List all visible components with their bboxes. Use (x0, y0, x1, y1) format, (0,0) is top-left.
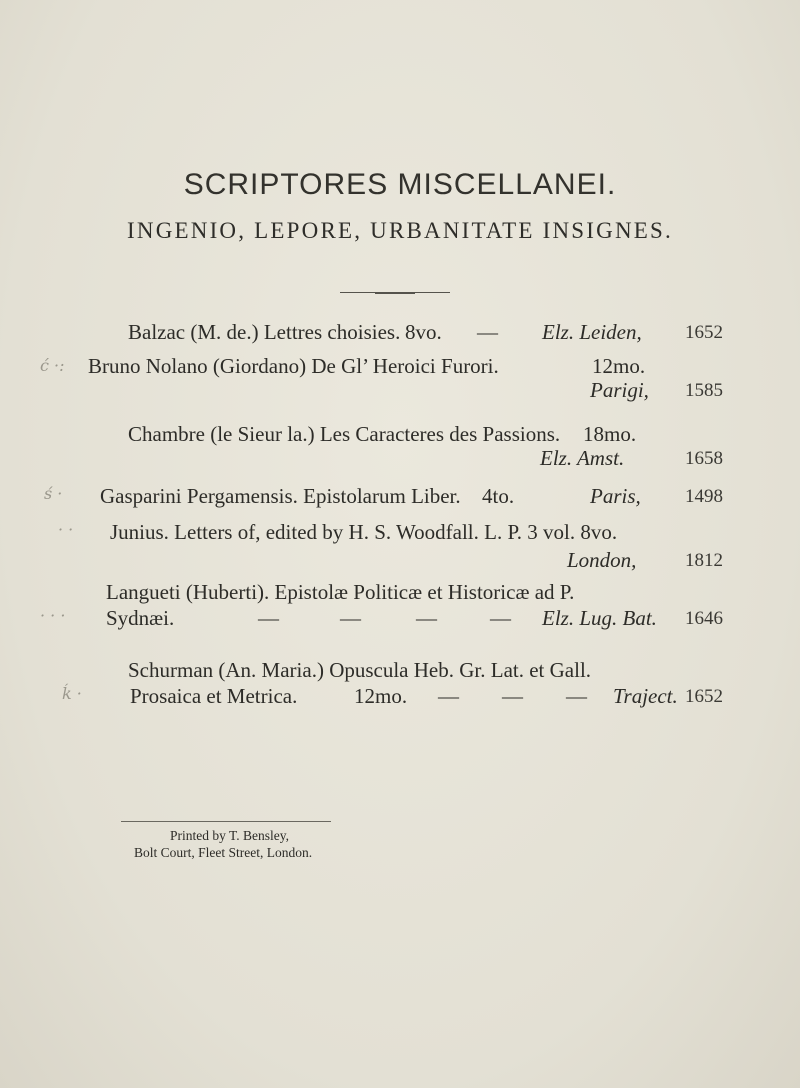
page-subtitle: INGENIO, LEPORE, URBANITATE INSIGNES. (127, 218, 673, 243)
page-title: SCRIPTORES MISCELLANEI. (183, 168, 617, 201)
entry-gasparini-format: 4to. (482, 484, 515, 508)
entry-schurman-publisher: Traject. (613, 684, 678, 708)
entry-balzac-publisher: Elz. Leiden, (542, 320, 642, 344)
entry-chambre-format: 18mo. (583, 422, 637, 446)
entry-langueti-year: 1646 (685, 608, 723, 629)
entry-schurman-text2: Prosaica et Metrica. (130, 684, 298, 708)
entry-chambre-year: 1658 (685, 448, 723, 469)
entry-gasparini-text: Gasparini Pergamensis. Epistolarum Liber. (100, 484, 461, 508)
entry-junius-publisher: London, (567, 548, 637, 572)
entry-schurman-dash-1: — (438, 684, 459, 708)
entry-langueti-publisher: Elz. Lug. Bat. (542, 606, 657, 630)
entry-bruno-year: 1585 (685, 380, 723, 401)
entry-langueti-dash-4: — (490, 606, 511, 630)
entry-schurman-format: 12mo. (354, 684, 408, 708)
entry-schurman-year: 1652 (685, 686, 723, 707)
pencil-mark: · · · (40, 606, 66, 625)
entry-balzac-format: 8vo. (405, 320, 442, 344)
entry-balzac-year: 1652 (685, 322, 723, 343)
entry-chambre-text: Chambre (le Sieur la.) Les Caracteres des Passions. (128, 422, 561, 446)
pencil-mark: ḱ · (62, 684, 82, 703)
entry-junius-text: Junius. Letters of, edited by H. S. Woodfall. L. P. 3 vol. 8vo. (110, 520, 618, 544)
entry-bruno-publisher: Parigi, (590, 378, 649, 402)
entry-schurman-dash-2: — (502, 684, 523, 708)
entry-balzac-text: Balzac (M. de.) Lettres choisies. (128, 320, 401, 344)
entry-schurman-dash-3: — (566, 684, 587, 708)
ornamental-rule (340, 292, 450, 294)
entry-gasparini-year: 1498 (685, 486, 723, 507)
entry-langueti-dash-3: — (416, 606, 437, 630)
entry-bruno-format: 12mo. (592, 354, 646, 378)
entry-balzac-dash: — (477, 320, 498, 344)
entry-langueti-dash-2: — (340, 606, 361, 630)
entry-chambre-publisher: Elz. Amst. (540, 446, 625, 470)
entry-gasparini-publisher: Paris, (590, 484, 641, 508)
imprint-line-2: Bolt Court, Fleet Street, London. (134, 845, 313, 860)
imprint-line-1: Printed by T. Bensley, (170, 828, 289, 843)
entry-langueti-dash-1: — (258, 606, 279, 630)
entry-langueti-text: Langueti (Huberti). Epistolæ Politicæ et Historicæ ad P. (106, 580, 575, 604)
entry-bruno-text: Bruno Nolano (Giordano) De Gl’ Heroici Furori. (88, 354, 499, 378)
entry-schurman-text: Schurman (An. Maria.) Opuscula Heb. Gr. Lat. et Gall. (128, 658, 592, 682)
entry-langueti-text2: Sydnæi. (106, 606, 175, 630)
pencil-mark: ć ·: (40, 356, 65, 375)
entry-junius-year: 1812 (685, 550, 723, 571)
imprint-rule (121, 821, 331, 822)
pencil-mark: ś · (44, 484, 63, 503)
pencil-mark: · · (58, 520, 74, 539)
